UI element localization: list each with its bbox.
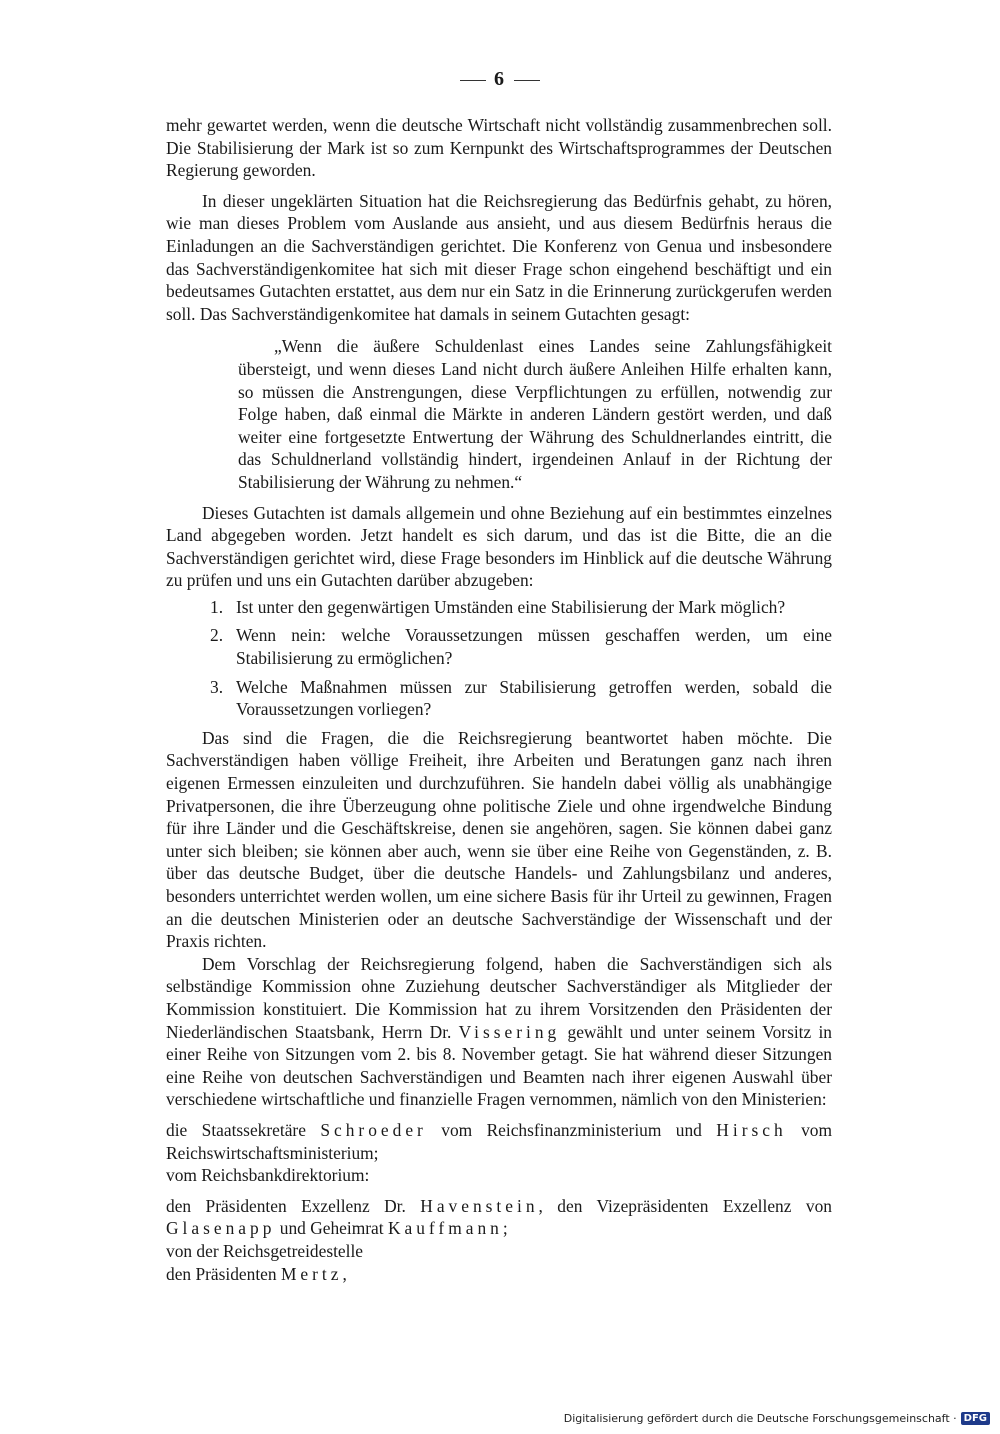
list-item: [210, 624, 832, 669]
document-body: [166, 114, 832, 1285]
list-item-text: Welche Maßnahmen müssen zur Stabilisierung getroffen werden, sobald die Voraussetzungen vorliegen?: [236, 676, 832, 720]
footer-credit: [564, 1412, 990, 1425]
person-name: Hirsch: [716, 1119, 787, 1140]
questions-list: [210, 596, 832, 721]
paragraph-5-start: Dem Vorschlag der Reichsregierung folgend, haben die Sachverständigen sich als selbständige Kommission ohne Zuziehung deutscher Sachverständiger als Mitglieder der Kommission konstituiert. Die Kommission hat zu ihrem Vorsitzenden den Präsidenten der Niederländischen Staatsbank, Herrn Dr.: [166, 953, 832, 1042]
paragraph-2: In dieser ungeklärten Situation hat die Reichsregierung das Bedürfnis gehabt, zu hören, wie man dieses Problem vom Auslande aus ansieht, und aus diesem Bedürfnis heraus die Einladungen an die Sachverständigen gerichtet. Die Konferenz von Genua und insbesondere das Sachverständigenkomitee hat sich mit dieser Frage schon eingehend beschäftigt und ein bedeutsames Gutachten erstattet, aus dem nur ein Satz in die Erinnerung zurückgerufen werden soll. Das Sachverständigenkomitee hat damals in seinem Gutachten gesagt:: [166, 190, 832, 324]
footer-text: Digitalisierung gefördert durch die Deutsche Forschungsgemeinschaft ·: [563, 1412, 957, 1425]
section-label-getreide: von der Reichsgetreidestelle: [166, 1240, 364, 1261]
entry-text: den Präsidenten Exzellenz Dr.: [166, 1195, 406, 1216]
list-item-number: 2.: [210, 625, 224, 646]
paragraph-4: Das sind die Fragen, die die Reichsregierung beantwortet haben möchte. Die Sachverständigen haben völlige Freiheit, ihre Arbeiten und Beratungen ganz nach ihren eigenen Ermessen einzuleiten und durchzuführen. Sie handeln dabei völlig als unabhängige Privatpersonen, die ihre Überzeugung ohne politische Ziele und ohne irgendwelche Bindung für ihre Länder und die Geschäftskreise, denen sie angehören, sagen. Sie können dabei ganz unter sich bleiben; sie können aber auch, wenn sie über eine Reihe von Gegenständen, z. B. über das deutsche Budget, über die deutsche Handels- und Zahlungsbilanz und anderes, besonders unterrichtet werden wollen, um eine sichere Basis für ihr Urteil zu gewinnen, Fragen an die deutschen Ministerien oder an deutsche Sachverständige der Wissenschaft und der Praxis richten.: [166, 727, 832, 952]
list-item-text: Ist unter den gegenwärtigen Umständen eine Stabilisierung der Mark möglich?: [236, 596, 786, 617]
section-label-reichsbank: vom Reichsbankdirektorium:: [166, 1165, 370, 1186]
person-name: Schroeder: [320, 1119, 427, 1140]
entry-text: ;: [502, 1218, 508, 1239]
dash-right: [514, 80, 540, 81]
person-name: Mertz: [280, 1263, 343, 1284]
entry-text: vom Reichsfinanzministerium und: [441, 1119, 702, 1140]
block-quote: [238, 335, 832, 493]
person-name: Kauffmann: [387, 1218, 503, 1239]
list-item-number: 3.: [210, 676, 224, 697]
paragraph-5: [166, 953, 832, 1111]
paragraph-5-end: gewählt und unter seinem Vorsitz in einer Reihe von Sitzungen vom 2. bis 8. November getagt. Sie hat während dieser Sitzungen eine Reihe von deutschen Sachverständigen und Beamten nach ihrer eigenen Auswahl über verschiedene wirtschaftliche und finanzielle Fragen vernommen, nämlich von den Ministerien:: [166, 1021, 832, 1110]
quote-text: „Wenn die äußere Schuldenlast eines Landes seine Zahlungsfähigkeit übersteigt, und wenn dieses Land nicht durch äußere Anleihen Hilfe erhalten kann, so müssen die Anstrengungen, diese Verpflichtungen zu erfüllen, notwendig zur Folge haben, daß einmal die Märkte in anderen Ländern gestört werden, und daß weiter eine fortgesetzte Entwertung der Währung des Schuldnerlandes eintritt, die das Schuldnerland vollständig hindert, irgendeinen Anlauf in der Richtung der Stabilisierung der Währung zu nehmen.“: [238, 336, 832, 492]
entry-text: , den Vizepräsidenten Exzellenz von: [538, 1195, 832, 1216]
entry-text: und Geheimrat: [279, 1218, 384, 1239]
getreide-entry: [166, 1263, 832, 1286]
person-name: Glasenapp: [166, 1218, 276, 1239]
entry-text: den Präsidenten: [166, 1263, 277, 1284]
paragraph-3: Dieses Gutachten ist damals allgemein und ohne Beziehung auf ein bestimmtes einzelnes Land abgegeben worden. Jetzt handelt es sich darum, und das ist die Bitte, die an die Sachverständigen gerichtet wird, diese Frage besonders im Hinblick auf die deutsche Währung zu prüfen und uns ein Gutachten darüber abzugeben:: [166, 502, 832, 591]
person-name: Havenstein: [420, 1195, 539, 1216]
page-number: [0, 68, 1000, 91]
entry-text: vom Reichswirtschaftsministerium;: [166, 1119, 832, 1163]
reichsbank-entry: [166, 1195, 832, 1240]
list-item: [210, 596, 832, 619]
entry-text: ,: [342, 1263, 347, 1284]
entry-text: die Staatssekretäre: [166, 1119, 306, 1140]
list-item-number: 1.: [210, 596, 224, 617]
list-item-text: Wenn nein: welche Voraussetzungen müssen geschaffen werden, um eine Stabilisierung zu ermöglichen?: [236, 625, 832, 669]
ministries-entry: [166, 1119, 832, 1164]
person-name: Vissering: [458, 1021, 561, 1042]
dfg-logo: DFG: [961, 1412, 990, 1425]
page-number-value: 6: [494, 68, 506, 90]
list-item: [210, 676, 832, 721]
dash-left: [460, 80, 486, 81]
paragraph-1: mehr gewartet werden, wenn die deutsche Wirtschaft nicht vollständig zusammenbrechen soll. Die Stabilisierung der Mark ist so zum Kernpunkt des Wirtschaftsprogrammes der Deutschen Regierung geworden.: [166, 115, 832, 181]
